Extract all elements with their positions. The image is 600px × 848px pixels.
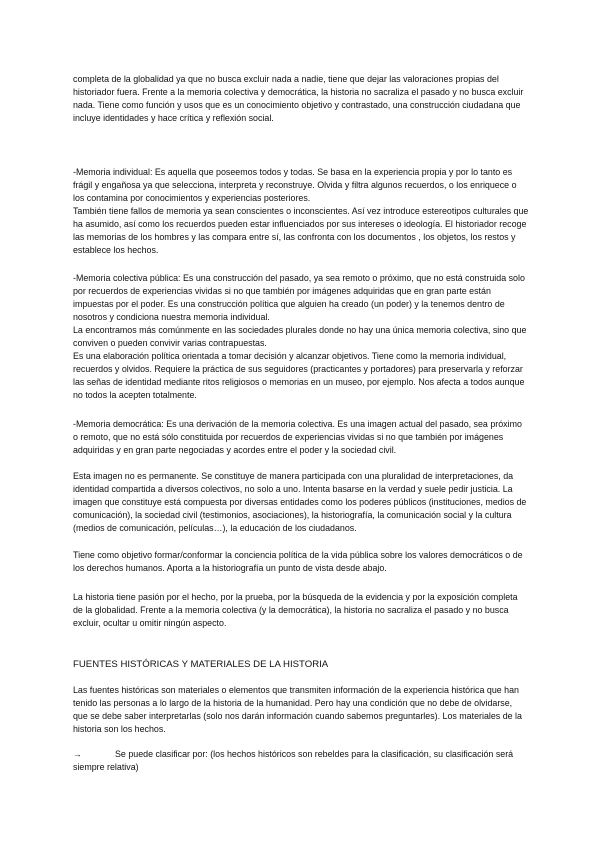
paragraph-memoria-democratica: -Memoria democrática: Es una derivación de la memoria colectiva. Es una imagen actual del pasado, sea próximo o remoto, que no está sólo constituida por recuerdos de experiencias vividas si no que también por imágenes adquiridas y en gran parte negociadas y acordes entre el poder y la sociedad civil. bbox=[73, 419, 522, 455]
paragraph-memoria-democratica-3: Tiene como objetivo formar/conformar la conciencia política de la vida pública sobre los valores democráticos o de los derechos humanos. Aporta a la historiografía un punto de vista desde abajo. bbox=[73, 550, 523, 573]
paragraph-intro: completa de la globalidad ya que no busca excluir nada a nadie, tiene que dejar las valoraciones propias del historiador fuera. Frente a la memoria colectiva y democrática, la historia no sacraliza el pasado y no busca excluir nada. Tiene como función y usos que es un conocimiento objetivo y contrastado, una construcción ciudadana que incluye identidades y hace crítica y reflexión social. bbox=[73, 74, 524, 123]
arrow-item bbox=[73, 748, 529, 774]
paragraph-memoria-individual: -Memoria individual: Es aquella que poseemos todos y todas. Se basa en la experiencia propia y por lo tanto es frágil y engañosa ya que selecciona, interpreta y reconstruye. Olvida y filtra algunos recuerdos, o los enriquece o los contamina por conocimientos y experiencias posteriores. bbox=[73, 167, 517, 203]
section-heading: FUENTES HISTÓRICAS Y MATERIALES DE LA HISTORIA bbox=[73, 659, 329, 670]
paragraph-memoria-colectiva: -Memoria colectiva pública: Es una construcción del pasado, ya sea remoto o próximo, que no está construida solo por recuerdos de experiencias vividas si no que también por imágenes adquiridas que en gran parte están impuestas por el poder. Es una construcción política que alguien ha creado (un poder) y la tenemos dentro de nosotros y condiciona nuestra memoria individual. bbox=[73, 273, 525, 322]
paragraph-historia: La historia tiene pasión por el hecho, por la prueba, por la búsqueda de la evidencia y por la exposición completa de la globalidad. Frente a la memoria colectiva (y la democrática), la historia no sacraliza el pasado y no busca excluir, ocultar u omitir ningún aspecto. bbox=[73, 592, 518, 628]
paragraph-memoria-colectiva-2: La encontramos más comúnmente en las sociedades plurales donde no hay una única memoria colectiva, sino que conviven o pueden convivir varias contrapuestas. bbox=[73, 325, 527, 348]
paragraph-clasificar: Se puede clasificar por: (los hechos históricos son rebeldes para la clasificación, su clasificación será siempre relativa) bbox=[73, 749, 514, 772]
paragraph-fuentes: Las fuentes históricas son materiales o elementos que transmiten información de la experiencia histórica que han tenido las personas a lo largo de la historia de la humanidad. Pero hay una condición que no debe de olvidarse, que se debe saber interpretarlas (solo nos darán información cuando sabemos preguntarles). Los materiales de la historia son los hechos. bbox=[73, 685, 522, 734]
paragraph-memoria-colectiva-3: Es una elaboración política orientada a tomar decisión y alcanzar objetivos. Tiene como la memoria individual, recuerdos y olvidos. Requiere la práctica de sus seguidores (practicantes y portadores) para preservarla y reforzar las señas de identidad mediante ritos religiosos o memorias en un museo, por ejemplo. Nos afecta a todos aunque no todos la acepten totalmente. bbox=[73, 351, 525, 400]
arrow-icon: → bbox=[73, 749, 82, 759]
paragraph-memoria-individual-2: También tiene fallos de memoria ya sean conscientes o inconscientes. Así vez introduce estereotipos culturales que ha asumido, así como los recuerdos pueden estar influenciados por sus intereses o ideología. El historiador recoge las memorias de los hombres y las compara entre sí, las confronta con los documentos , los objetos, los restos y establece los hechos. bbox=[73, 206, 529, 255]
paragraph-memoria-democratica-2: Esta imagen no es permanente. Se constituye de manera participada con una pluralidad de interpretaciones, da identidad compartida a diversos colectivos, no solo a uno. Intenta basarse en la verdad y suele pedir justicia. La imagen que constituye está compuesta por diversas entidades como los poderes públicos (instituciones, medios de comunicación), la sociedad civil (testimonios, asociaciones), la historiografía, la comunicación social y la cultura (medios de comunicación, películas…), la educación de los ciudadanos. bbox=[73, 471, 527, 533]
